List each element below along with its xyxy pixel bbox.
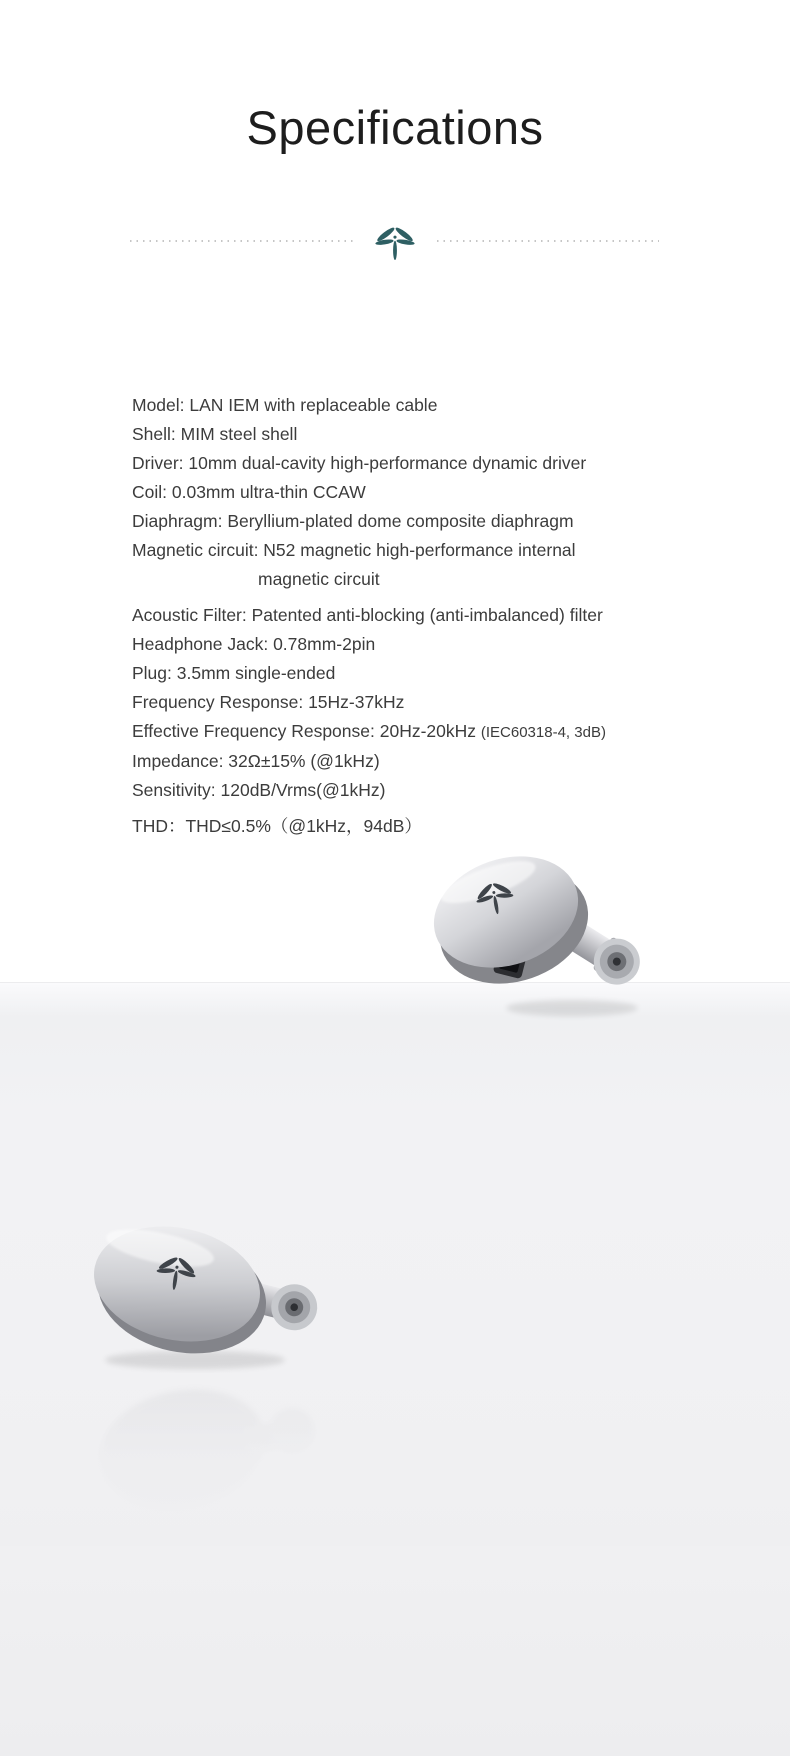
earbud-shadow	[506, 1000, 638, 1016]
earbud-reflection	[80, 1366, 330, 1531]
spec-text: Impedance: 32Ω±15% (@1kHz)	[132, 751, 380, 771]
spec-line	[132, 449, 612, 478]
spec-text: Driver: 10mm dual-cavity high-performance dynamic driver	[132, 453, 587, 473]
spec-text-line2: magnetic circuit	[258, 569, 380, 589]
spec-line	[132, 812, 612, 841]
page-title: Specifications	[246, 101, 544, 154]
dotted-line-right	[437, 240, 660, 242]
dragonfly-icon	[373, 222, 417, 266]
spec-line	[132, 659, 612, 688]
section-divider	[130, 219, 659, 263]
spec-text: Headphone Jack: 0.78mm-2pin	[132, 634, 376, 654]
spec-line	[132, 420, 612, 449]
earbud-photo-right	[422, 846, 652, 1021]
spec-list	[132, 391, 612, 841]
spec-line	[132, 717, 612, 747]
spec-line	[132, 507, 612, 536]
earbud-shadow	[105, 1351, 285, 1369]
spec-line	[132, 478, 612, 507]
dotted-line-left	[130, 240, 353, 242]
spec-text: Magnetic circuit: N52 magnetic high-performance internal	[132, 540, 576, 560]
spec-line	[132, 776, 612, 805]
spec-line	[132, 536, 612, 594]
spec-text: Plug: 3.5mm single-ended	[132, 663, 336, 683]
spec-text: Frequency Response: 15Hz-37kHz	[132, 692, 405, 712]
spec-text: Shell: MIM steel shell	[132, 424, 298, 444]
spec-text: Diaphragm: Beryllium-plated dome composite diaphragm	[132, 511, 574, 531]
spec-text: Effective Frequency Response: 20Hz-20kHz	[132, 721, 481, 741]
spec-text: Acoustic Filter: Patented anti-blocking (anti-imbalanced) filter	[132, 605, 603, 625]
spec-line	[132, 630, 612, 659]
spec-line	[132, 747, 612, 776]
spec-text: Coil: 0.03mm ultra-thin CCAW	[132, 482, 366, 502]
spec-text: Sensitivity: 120dB/Vrms(@1kHz)	[132, 780, 386, 800]
spec-note: (IEC60318-4, 3dB)	[480, 724, 606, 741]
spec-text: THD：THD≤0.5%（@1kHz，94dB）	[132, 816, 422, 836]
spec-line	[132, 688, 612, 717]
earbud-photo-left	[80, 1208, 330, 1373]
spec-line	[132, 601, 612, 630]
spec-text: Model: LAN IEM with replaceable cable	[132, 395, 438, 415]
spec-line	[132, 391, 612, 420]
